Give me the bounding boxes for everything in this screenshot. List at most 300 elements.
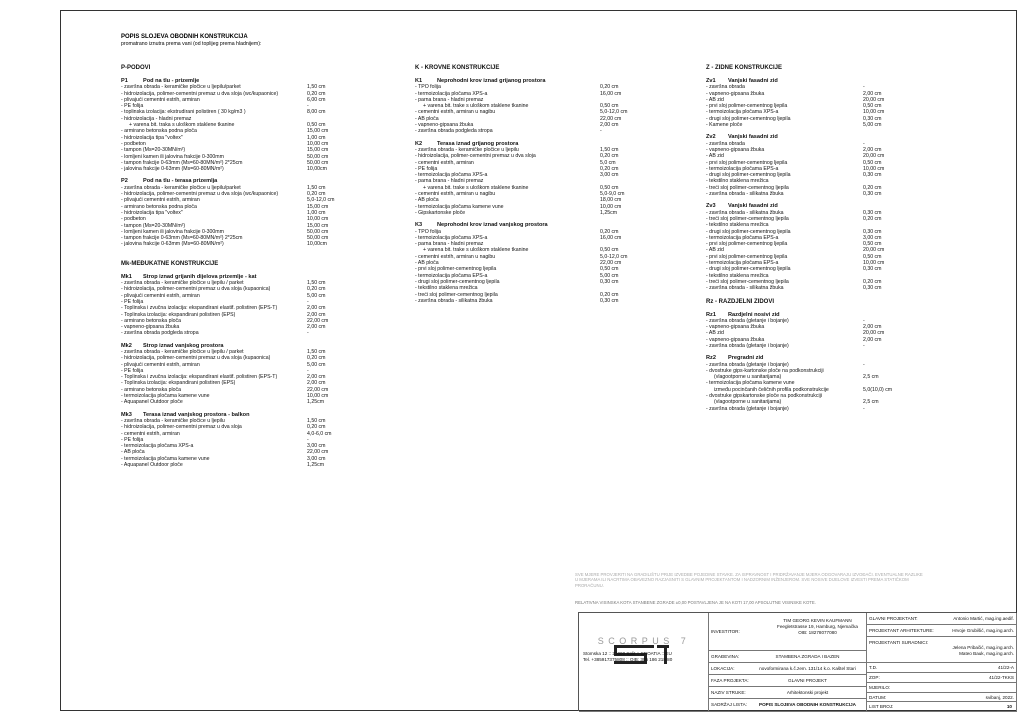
construction-code: Zv1: [706, 78, 716, 84]
layer-description: - drugi sloj polimer-cementnog ljepila: [706, 115, 791, 122]
layer-thickness: 10,00 cm: [307, 216, 329, 223]
layer-thickness: 0,20 cm: [600, 228, 619, 235]
struka-value: Arhitektonski projekt: [786, 690, 829, 695]
construction-code: K3: [415, 222, 423, 229]
layer-thickness: 15,00 cm: [307, 222, 329, 229]
layer-thickness: 2,00 cm: [600, 122, 619, 129]
layer-description: - tekstilno staklena mrežica: [415, 285, 478, 292]
layer-thickness: 0,50 cm: [863, 253, 882, 260]
layer-description: - hidroizolacija, polimer-cementni premaz u dva sloja: [121, 424, 242, 431]
layer-description: - armirano betonska ploča: [121, 386, 181, 393]
layer-description: - AB zid: [706, 330, 724, 337]
layer-description: - Gipskartonske ploče: [415, 209, 466, 216]
layer-thickness: 6,00 cm: [307, 96, 326, 103]
datum-cell: [867, 693, 1017, 702]
layer-thickness: 0,30 cm: [600, 297, 619, 304]
layer-description: - hidroizolacija, polimer-cementni premaz u dva sloja (wc/kupaonice): [121, 90, 279, 97]
layer-description: - cementni estrih, armiran u nagibu: [415, 191, 496, 198]
layer-thickness: 10,00 cm: [863, 109, 885, 116]
layer-thickness: 10,00cm: [307, 166, 327, 173]
layer-description: - završna obrada - silikatna žbuka: [706, 209, 784, 216]
title-block: [578, 612, 1016, 711]
layer-thickness: 5,0-12,0 cm: [600, 253, 628, 260]
layer-description: - drugi sloj polimer-cementnog ljepila: [706, 228, 791, 235]
layer-thickness: 20,00 cm: [863, 247, 885, 254]
layer-thickness: 5,0-9,0 cm: [600, 191, 625, 198]
projektant-suradnik-2: Mateo Bauk, mag.ing.arch.: [959, 651, 1014, 656]
layer-description: - tampon (Ms=20-30MN/m²): [121, 147, 186, 154]
layer-description: - prvi sloj polimer-cementnog ljepila: [706, 103, 788, 110]
layer-description: - termoizolacija pločama XPS-a: [415, 172, 488, 179]
layer-description: + varena bit. trake s uloškom staklene tkanine: [423, 247, 529, 254]
layer-thickness: 0,30 cm: [863, 266, 882, 273]
layer-description: - plivajući cementni estrih, armiran: [121, 292, 200, 299]
datum-value: svibanj, 2022.: [985, 695, 1014, 700]
layer-thickness: 5,0-12,0 cm: [307, 197, 335, 204]
layer-thickness: 3,00 cm: [863, 234, 882, 241]
zop-label: ZOP:: [869, 675, 880, 680]
layer-row: [121, 462, 371, 468]
sadrzaj-value: POPIS SLOJEVA OBODNIH KONSTRUKCIJA: [759, 702, 856, 707]
section-heading: [706, 64, 926, 72]
gradevina-label: GRAĐEVINA:: [711, 654, 740, 659]
layer-description: (vlagootporne u sanitarijama): [714, 399, 782, 406]
construction-code: Mk2: [121, 342, 132, 349]
mjerilo-label: MJERILO:: [869, 685, 891, 690]
investitor-oib: OIB: 18278077080: [798, 630, 837, 635]
layer-description: - završna obrada - keramičke pločice u ljepilu: [121, 417, 225, 424]
list-broj-value: 10: [1006, 704, 1012, 709]
layer-thickness: 0,50 cm: [307, 122, 326, 129]
layer-description: - armirano betonska ploča: [121, 317, 181, 324]
list-broj-label: LIST BROJ:: [869, 704, 894, 709]
layer-description: - termoizolacija pločama XPS-a: [706, 109, 779, 116]
layer-description: - termoizolacija pločama EPS-a: [706, 165, 779, 172]
document-subtitle: promatrano iznutra prema vani (od toplijeg prema hladnijem):: [121, 41, 262, 47]
layer-description: - parna brana - hladni premaz: [415, 96, 484, 103]
layer-description: + varena bit. traka s uloškom staklene tkanine: [129, 122, 235, 129]
section-heading-text: Mk-MEĐUKATNE KONSTRUKCIJE: [121, 260, 219, 267]
layer-description: - završna obrada (gletanje i bojanje): [706, 342, 789, 349]
layer-description: - Toplinska i zvučna izolacija: ekspandirani elastif. polistiren (EPS-T): [121, 374, 278, 381]
layer-description: - hidroizolacija, polimer-cementni premaz u dva sloja: [415, 153, 536, 160]
construction-title: Terasa iznad vanjskog prostora - balkon: [143, 411, 250, 418]
layer-thickness: 0,20 cm: [307, 90, 326, 97]
list-broj-cell: [867, 702, 1017, 712]
layer-description: - jalovina frakcije 0-63mm (Ms=60-80MN/m²): [121, 166, 224, 173]
reference-elevation-note: RELATIVNA VISINSKA KOTA STANBENE ZGRADE ±0,00 POSTAVLJENA JE NA KOTI 17,00 APSOLUTNE VISINSKE KOTE.: [575, 600, 816, 605]
lokacija-cell: [709, 663, 867, 675]
layer-description: - AB ploča: [415, 197, 439, 204]
layer-description: - Aquapanel Outdoor ploče: [121, 462, 183, 469]
layer-thickness: 0,20 cm: [600, 84, 619, 91]
construction-code: Mk1: [121, 273, 132, 280]
layer-thickness: 1,50 cm: [600, 146, 619, 153]
layer-thickness: 0,50 cm: [863, 103, 882, 110]
layer-thickness: 1,25cm: [307, 462, 325, 469]
layer-description: - termoizolacija pločama XPS-a: [121, 443, 194, 450]
layer-description: + varena bit. trake s uloškom staklene tkanine: [423, 184, 529, 191]
layer-description: - prvi sloj polimer-cementnog ljepila: [706, 159, 788, 166]
layer-thickness: 1,50 cm: [307, 84, 326, 91]
layer-description: - AB ploča: [121, 449, 145, 456]
layer-description: - prvi sloj polimer-cementnog ljepila: [706, 241, 788, 248]
construction-code: K1: [415, 78, 423, 84]
layer-thickness: 0,50 cm: [600, 103, 619, 110]
layer-description: - treći sloj polimer-cementnog ljepila: [706, 215, 789, 222]
layer-description: - termoizolacija pločama kamene vune: [706, 380, 795, 387]
layer-description: - tampon frakcije 0-63mm (Ms=60-80MN/m²) 2*25cm: [121, 235, 243, 242]
layer-description: - završna obrada - keramičke pločice u ljepilu/parket: [121, 84, 241, 91]
layer-thickness: 16,00 cm: [600, 90, 622, 97]
layer-description: - PE folija: [415, 165, 438, 172]
layer-description: - završna obrada - silikatna žbuka: [415, 297, 493, 304]
construction-code: P1: [121, 78, 128, 84]
layer-thickness: 0,20 cm: [307, 286, 326, 293]
layer-description: - vapneno-gipsana žbuka: [706, 336, 765, 343]
layer-description: - završna obrada - keramičke pločice u ljepilu / parket: [121, 280, 244, 287]
layer-description: - vapneno-gipsana žbuka: [415, 122, 474, 129]
layer-thickness: 50,00 cm: [307, 228, 329, 235]
layer-thickness: 0,50 cm: [600, 266, 619, 273]
layer-description: - dvostruke gipskartonske ploče na podkonstrukciji: [706, 393, 822, 400]
layer-description: - Toplinska i zvučna izolacija: ekspandirani elastif. polistiren (EPS-T): [121, 305, 278, 312]
layer-thickness: 22,00 cm: [600, 115, 622, 122]
layer-description: - armirano betonska podna ploča: [121, 203, 197, 210]
construction-title: Neprohodni krov iznad vanjskog prostora: [437, 222, 548, 229]
layer-thickness: -: [600, 128, 602, 135]
struka-cell: [709, 687, 867, 699]
layer-description: - AB zid: [706, 247, 724, 254]
layer-description: - PE folija: [121, 367, 144, 374]
layer-thickness: 0,30 cm: [863, 285, 882, 292]
layer-thickness: 0,20 cm: [863, 278, 882, 285]
disclaimer-note: SVE MJERE PROVJERITI NA GRADILIŠTU PRIJE IZVEDBE POJEDINE STAVKE. ZA ISPRAVNOST I PRIDRŽAVANJE MJERA ODGOVARAJU IZVOĐAČI. EVENTUALNE RAZLIKE U MJERAMA ILI NACRTIMA OBAVEZNO RAZJASNITI S GLAVNIM PROJEKTANTOM I NADZORNIM INŽENJEROM. SVE NOSIVE DIJELOVE IZVESTI PREMA STATIČKOM PRORAČUNU.: [575, 572, 923, 588]
layer-thickness: 3,00 cm: [307, 455, 326, 462]
lokacija-value: novoformirana k.č.zem. 131/14 k.o. Kaštel Stari: [759, 666, 856, 671]
layer-description: - termoizolacija pločama XPS-a: [415, 234, 488, 241]
layer-description: - termoizolacija pločama kamene vune: [121, 393, 210, 400]
section-heading-text: P-PODOVI: [121, 65, 151, 71]
layer-description: - termoizolacija pločama XPS-a: [415, 90, 488, 97]
construction-title: Pregradni zid: [728, 355, 764, 362]
construction-title: Strop iznad grijanih dijelova prizemlje - kat: [143, 273, 257, 280]
layer-description: - tampon (Ms=20-30MN/m²): [121, 222, 186, 229]
layer-description: - TPO folija: [415, 228, 441, 235]
layer-description: - prvi sloj polimer-cementnog ljepila: [706, 253, 788, 260]
layer-thickness: 15,00 cm: [307, 128, 329, 135]
layer-description: - plivajući cementni estrih, armiran: [121, 96, 200, 103]
layer-thickness: 50,00 cm: [307, 153, 329, 160]
layer-thickness: 0,50 cm: [863, 241, 882, 248]
layer-description: - AB ploča: [415, 260, 439, 267]
projektant-arhitekture-label: PROJEKTANT ARHITEKTURE:: [869, 628, 934, 633]
layer-thickness: 0,20 cm: [307, 424, 326, 431]
construction-code: Zv3: [706, 203, 716, 210]
layer-thickness: -: [307, 298, 309, 305]
layer-description: - treći sloj polimer-cementnog ljepila: [706, 184, 789, 191]
layer-thickness: 10,00 cm: [600, 203, 622, 210]
layer-thickness: 5,00 cm: [863, 122, 882, 129]
struka-label: NAZIV STRUKE:: [711, 690, 746, 695]
datum-label: DATUM:: [869, 695, 887, 700]
projektanti-suradnici-label: PROJEKTANTI SURADNICI:: [869, 640, 929, 645]
column-podovi-medjukatne: [121, 64, 371, 468]
layer-thickness: 1,50 cm: [307, 417, 326, 424]
layer-thickness: 0,30 cm: [863, 228, 882, 235]
layer-thickness: 10,00cm: [307, 241, 327, 248]
layer-description: - tekstilno staklena mrežica: [706, 178, 769, 185]
layer-thickness: 22,00 cm: [307, 317, 329, 324]
layer-thickness: -: [307, 103, 309, 110]
layer-description: - vapneno-gipsana žbuka: [706, 146, 765, 153]
layer-thickness: 0,30 cm: [863, 115, 882, 122]
layer-thickness: 16,00 cm: [600, 234, 622, 241]
section-heading: [121, 260, 371, 268]
layer-thickness: 1,25cm: [307, 399, 325, 406]
layer-description: - treći sloj polimer-cementnog ljepila: [415, 291, 498, 298]
layer-description: - tekstilno staklena mrežica: [706, 222, 769, 229]
layer-description: - PE folija: [121, 436, 144, 443]
layer-thickness: 5,00 cm: [307, 361, 326, 368]
layer-description: - termoizolacija pločama kamene vune: [121, 455, 210, 462]
layer-thickness: 0,30 cm: [600, 278, 619, 285]
layer-description: - vapneno-gipsana žbuka: [121, 324, 180, 331]
glavni-projektant-cell: [867, 613, 1017, 625]
layer-thickness: 0,30 cm: [863, 172, 882, 179]
gradevina-cell: [709, 651, 867, 663]
layer-thickness: 0,20 cm: [600, 291, 619, 298]
layer-thickness: 0,50 cm: [600, 247, 619, 254]
layer-thickness: 22,00 cm: [600, 260, 622, 267]
layer-thickness: 50,00 cm: [307, 159, 329, 166]
layer-thickness: 0,20 cm: [307, 355, 326, 362]
layer-description: - AB zid: [706, 96, 724, 103]
layer-description: - dvostruke gips-kartonske ploče na podkonstrukciji: [706, 367, 824, 374]
layer-description: - cementni estrih, armiran u nagibu: [415, 253, 496, 260]
layer-thickness: 5,0-12,0 cm: [600, 109, 628, 116]
layer-description: - hidroizolacija - hladni premaz: [121, 115, 192, 122]
layer-description: - Kamene ploče: [706, 122, 743, 129]
layer-thickness: 5,00 cm: [600, 272, 619, 279]
td-label: T.D.: [869, 665, 878, 670]
layer-thickness: 2,00 cm: [863, 146, 882, 153]
layer-thickness: 0,50 cm: [863, 159, 882, 166]
layer-thickness: 2,5 cm: [863, 399, 879, 406]
layer-thickness: -: [307, 436, 309, 443]
layer-description: - vapneno-gipsana žbuka: [706, 90, 765, 97]
construction-code: K2: [415, 140, 423, 147]
investitor-address: Feegletstrasse 19, Hamburg, Njemačka: [777, 624, 858, 629]
construction-title: Pod na tlu - prizemlje: [143, 78, 200, 84]
construction-title: Pod na tlu - terasa prizemlja: [143, 178, 218, 185]
layer-description: - toplinska izolacija: ekstrudirani polistiren ( 30 kg/m3 ): [121, 109, 246, 116]
faza-value: GLAVNI PROJEKT: [788, 678, 827, 683]
layer-description: - podbeton: [121, 216, 146, 223]
layer-description: - hidroizolacija, polimer-cementni premaz u dva sloja (kupaonica): [121, 286, 271, 293]
faza-label: FAZA PROJEKTA:: [711, 678, 749, 683]
sadrzaj-cell: [709, 699, 867, 712]
layer-thickness: 4,0-6,0 cm: [307, 430, 332, 437]
layer-thickness: 3,00 cm: [307, 443, 326, 450]
layer-description: - završna obrada (gletanje i bojanje): [706, 405, 789, 412]
layer-description: - Toplinska izolacija: ekspandirani polistiren (EPS): [121, 311, 236, 318]
company-address-line2: Tel. +385917375808 :: OIB: 305 186 218 80: [583, 657, 673, 662]
glavni-projektant-value: Antonio Martić, mag.ing.aedif.: [953, 616, 1014, 621]
layer-description: - drugi sloj polimer-cementnog ljepila: [706, 172, 791, 179]
layer-description: - jalovina frakcije 0-63mm (Ms=60-80MN/m²): [121, 241, 224, 248]
layer-thickness: 1,00 cm: [307, 209, 326, 216]
layer-thickness: -: [307, 330, 309, 337]
layer-description: - plivajući cementni estrih, armiran: [121, 197, 200, 204]
projektant-suradnik-1: Jelena Pribačić, mag.ing.arch.: [952, 645, 1014, 650]
layer-description: - završna obrada (gletanje i bojanje): [706, 317, 789, 324]
layer-description: - završna obrada (gletanje i bojanje): [706, 361, 789, 368]
investitor-name: TIM GEORG KEVIN KAUFMANN: [783, 618, 852, 623]
investitor-cell: [709, 613, 867, 651]
layer-description: - termoizolacija pločama EPS-a: [706, 234, 779, 241]
layer-thickness: 2,00 cm: [863, 90, 882, 97]
section-heading: [415, 64, 665, 72]
construction-title: Neprohodni krov iznad grijanog prostora: [437, 78, 546, 84]
layer-description: - AB ploča: [415, 115, 439, 122]
layer-description: - cementni estrih, armiran: [121, 430, 180, 437]
layer-description: - drugi sloj polimer-cementnog ljepila: [706, 266, 791, 273]
layer-description: + varena bit. trake s uloškom staklene tkanine: [423, 103, 529, 110]
td-value: 41/22-A: [997, 665, 1014, 670]
layer-thickness: 0,20 cm: [600, 165, 619, 172]
layer-thickness: 2,00 cm: [307, 311, 326, 318]
layer-thickness: 0,50 cm: [600, 184, 619, 191]
construction-title: Vanjski fasadni zid: [728, 134, 778, 141]
layer-description: - lomljeni kamen ili jalovina frakcije 0-300mm: [121, 228, 224, 235]
layer-row: [415, 298, 665, 304]
layer-thickness: 5,0(10,0) cm: [863, 386, 893, 393]
construction-title: Vanjski fasadni zid: [728, 78, 778, 84]
layer-description: - Toplinska izolacija: ekspandirani polistiren (EPS): [121, 380, 236, 387]
construction-title: Strop iznad vanjskog prostora: [143, 342, 224, 349]
layer-description: - završna obrada - silikatna žbuka: [706, 191, 784, 198]
layer-thickness: 1,25cm: [600, 209, 618, 216]
layer-description: između pocinčanih čeličnih profila podkonstrukcije: [714, 386, 829, 393]
layer-description: - PE folija: [121, 103, 144, 110]
layer-description: - prvi sloj polimer-cementnog ljepila: [415, 266, 497, 273]
layer-description: - drugi sloj polimer-cementnog ljepila: [415, 278, 500, 285]
layer-thickness: 10,00 cm: [863, 260, 885, 267]
layer-thickness: 2,5 cm: [863, 374, 879, 381]
layer-description: - TPO folija: [415, 84, 441, 91]
investitor-label: INVESTITOR:: [711, 629, 740, 634]
layer-description: - PE folija: [121, 298, 144, 305]
layer-description: - termoizolacija pločama EPS-a: [706, 260, 779, 267]
construction-code: Mk3: [121, 411, 132, 418]
construction-code: Rz2: [706, 355, 716, 362]
section-heading-text: Z - ZIDNE KONSTRUKCIJE: [706, 65, 783, 71]
layer-thickness: -: [863, 405, 865, 412]
construction-code: P2: [121, 178, 128, 185]
layer-description: - završna obrada - keramičke pločice u ljepilu / parket: [121, 348, 244, 355]
layer-thickness: 5,0 cm: [600, 159, 616, 166]
layer-description: - cementni estrih, armiran u nagibu: [415, 109, 496, 116]
layer-description: - termoizolacija pločama EPS-a: [415, 272, 488, 279]
layer-thickness: 20,00 cm: [863, 330, 885, 337]
layer-thickness: 15,00 cm: [307, 203, 329, 210]
layer-thickness: 18,00 cm: [600, 197, 622, 204]
layer-description: - hidroizolacija tipa "voltex": [121, 209, 183, 216]
layer-description: - hidroizolacija, polimer-cementni premaz u dva sloja (wc/kupaonice): [121, 191, 279, 198]
layer-description: - završna obrada - keramičke pločice u ljepilu: [415, 146, 519, 153]
construction-code: Zv2: [706, 134, 716, 141]
construction-title: Terasa iznad grijanog prostora: [437, 140, 519, 147]
layer-thickness: -: [863, 84, 865, 91]
layer-thickness: -: [863, 140, 865, 147]
layer-description: - završna obrada podgleda stropa: [415, 128, 493, 135]
layer-thickness: 5,00 cm: [307, 292, 326, 299]
column-zidne-razdjelni: [706, 64, 926, 412]
layer-thickness: 2,00 cm: [307, 380, 326, 387]
sadrzaj-label: SADRŽAJ LISTA:: [711, 702, 747, 707]
layer-thickness: -: [863, 361, 865, 368]
layer-description: - završna obrada - keramičke pločice u ljepilu/parket: [121, 184, 241, 191]
layer-description: - AB zid: [706, 153, 724, 160]
layer-description: - plivajući cementni estrih, armiran: [121, 361, 200, 368]
layer-description: - cementni estrih, armiran: [415, 159, 474, 166]
section-heading-text: Rz - RAZDJELNI ZIDOVI: [706, 298, 775, 305]
layer-description: - završna obrada: [706, 140, 745, 147]
layer-thickness: 0,30 cm: [863, 191, 882, 198]
layer-thickness: -: [863, 317, 865, 324]
layer-thickness: 0,20 cm: [863, 215, 882, 222]
layer-thickness: 1,50 cm: [307, 348, 326, 355]
section-heading: [706, 298, 926, 306]
company-address: [583, 651, 672, 663]
layer-thickness: 1,50 cm: [307, 280, 326, 287]
column-krovne: [415, 64, 665, 304]
layer-thickness: -: [863, 342, 865, 349]
layer-thickness: 2,00 cm: [863, 324, 882, 331]
projektant-arhitekture-cell: [867, 625, 1017, 637]
layer-thickness: 10,00 cm: [307, 140, 329, 147]
layer-description: - lomljeni kamen ili jalovina frakcije 0-300mm: [121, 153, 224, 160]
layer-description: - hidroizolacija tipa "voltex": [121, 134, 183, 141]
layer-thickness: 20,00 cm: [863, 96, 885, 103]
layer-thickness: 3,00 cm: [600, 172, 619, 179]
construction-title: Razdjelni nosivi zid: [728, 311, 780, 318]
layer-thickness: 0,20 cm: [307, 191, 326, 198]
layer-thickness: 2,00 cm: [307, 305, 326, 312]
layer-description: - tampon frakcije 0-63mm (Ms=60-80MN/m²) 2*25cm: [121, 159, 243, 166]
layer-thickness: -: [307, 367, 309, 374]
layer-thickness: 22,00 cm: [307, 386, 329, 393]
company-address-line1: Stomska 12 :: 21000 Split :: CROATIA :: EU: [583, 651, 672, 656]
layer-thickness: 1,00 cm: [307, 134, 326, 141]
layer-thickness: 15,00 cm: [307, 147, 329, 154]
logo-cell: [579, 613, 709, 712]
layer-thickness: 20,00 cm: [863, 153, 885, 160]
layer-thickness: 8,00 cm: [307, 109, 326, 116]
layer-description: (vlagootporne u sanitarijama): [714, 374, 782, 381]
layer-thickness: 0,20 cm: [600, 153, 619, 160]
layer-thickness: 22,00 cm: [307, 449, 329, 456]
faza-cell: [709, 675, 867, 687]
projektanti-suradnici-cell: [867, 637, 1017, 663]
layer-description: - parna brana - hladni premaz: [415, 178, 484, 185]
layer-thickness: 2,00 cm: [307, 374, 326, 381]
layer-thickness: 10,00 cm: [307, 393, 329, 400]
layer-thickness: 10,00 cm: [863, 165, 885, 172]
gradevina-value: STAMBENA ZGRADA I BAZEN: [775, 654, 840, 659]
td-cell: [867, 663, 1017, 673]
